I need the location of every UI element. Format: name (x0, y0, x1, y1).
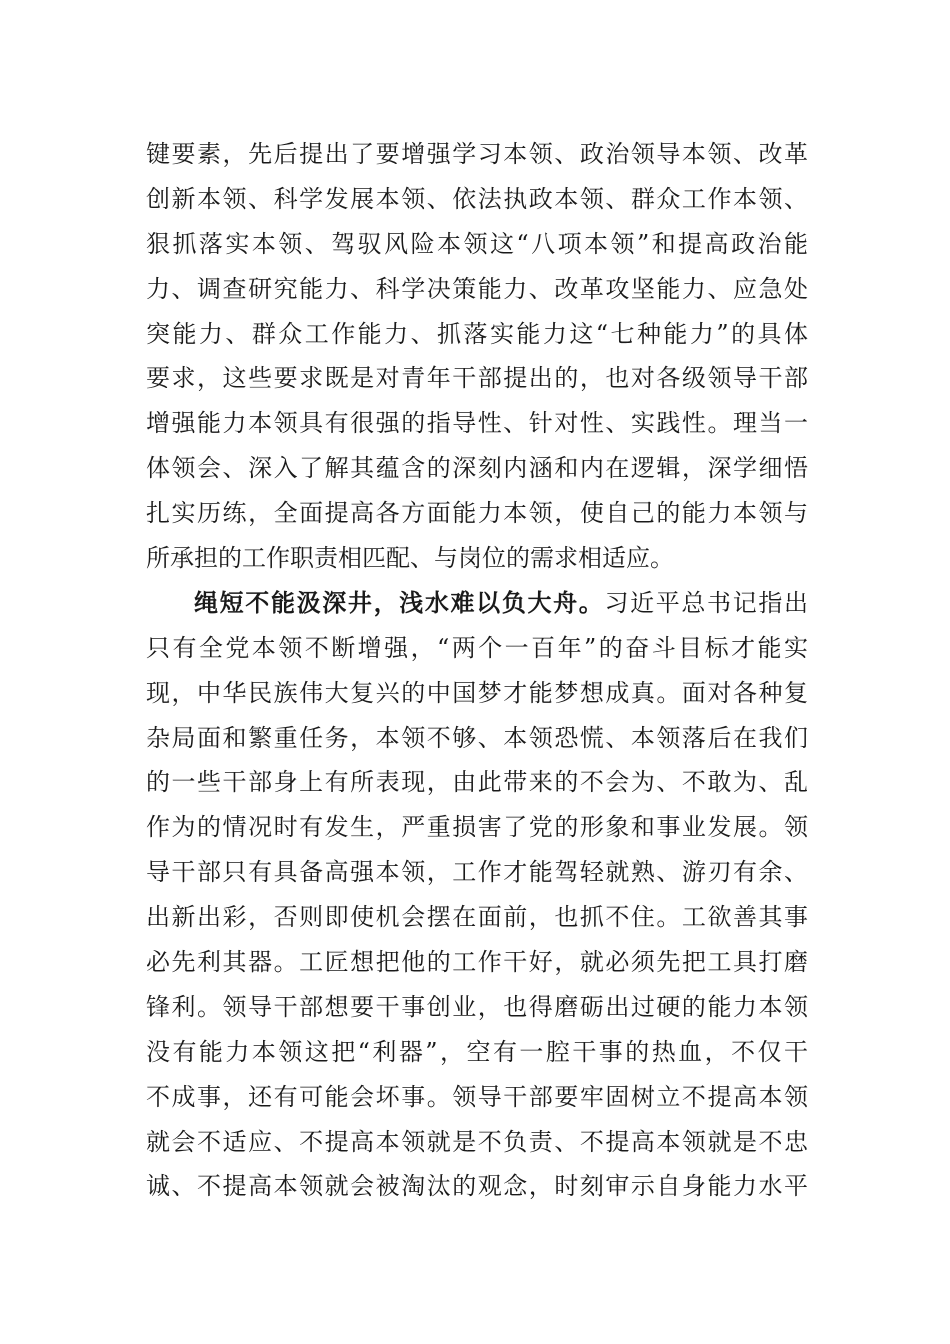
paragraph-line: 所承担的工作职责相匹配、与岗位的需求相适应。 (146, 544, 674, 573)
paragraph-line: 力、调查研究能力、科学决策能力、改革攻坚能力、应急处 (146, 274, 808, 303)
paragraph-line: 锋利。领导干部想要干事创业，也得磨砺出过硬的能力本领 (146, 992, 808, 1021)
paragraph-line: 导干部只有具备高强本领，工作才能驾轻就熟、游刃有余、 (146, 858, 808, 887)
paragraph-line: 扎实历练，全面提高各方面能力本领，使自己的能力本领与 (146, 499, 808, 528)
paragraph-line: 必先利其器。工匠想把他的工作干好，就必须先把工具打磨 (146, 948, 808, 977)
paragraph-line: 不成事，还有可能会坏事。领导干部要牢固树立不提高本领 (146, 1082, 808, 1111)
paragraph-line: 增强能力本领具有很强的指导性、针对性、实践性。理当一 (146, 409, 808, 438)
paragraph-line-rest: 习近平总书记指出 (604, 588, 809, 617)
body-text (146, 132, 808, 1209)
paragraph-line: 狠抓落实本领、驾驭风险本领这“八项本领”和提高政治能 (146, 229, 808, 258)
paragraph-line: 键要素，先后提出了要增强学习本领、政治领导本领、改革 (146, 140, 808, 168)
paragraph-line: 体领会、深入了解其蕴含的深刻内涵和内在逻辑，深学细悟 (146, 454, 808, 483)
paragraph-line: 的一些干部身上有所表现，由此带来的不会为、不敢为、乱 (146, 768, 808, 797)
paragraph-line: 现，中华民族伟大复兴的中国梦才能梦想成真。面对各种复 (146, 678, 808, 707)
paragraph-line: 要求，这些要求既是对青年干部提出的，也对各级领导干部 (146, 364, 808, 393)
paragraph-line: 作为的情况时有发生，严重损害了党的形象和事业发展。领 (146, 813, 808, 842)
paragraph-first-line (146, 581, 808, 626)
paragraph-line: 没有能力本领这把“利器”，空有一腔干事的热血，不仅干 (146, 1037, 808, 1066)
paragraph-line: 只有全党本领不断增强，“两个一百年”的奋斗目标才能实 (146, 633, 808, 662)
section-heading: 绳短不能汲深井，浅水难以负大舟。 (194, 588, 605, 617)
paragraph-line: 出新出彩，否则即使机会摆在面前，也抓不住。工欲善其事 (146, 903, 808, 932)
paragraph-line: 诚、不提高本领就会被淘汰的观念，时刻审示自身能力水平 (146, 1172, 808, 1201)
paragraph-line: 创新本领、科学发展本领、依法执政本领、群众工作本领、 (146, 184, 808, 213)
paragraph-line: 杂局面和繁重任务，本领不够、本领恐慌、本领落后在我们 (146, 723, 808, 752)
paragraph-line: 就会不适应、不提高本领就是不负责、不提高本领就是不忠 (146, 1127, 808, 1156)
paragraph-line: 突能力、群众工作能力、抓落实能力这“七种能力”的具体 (146, 319, 808, 348)
